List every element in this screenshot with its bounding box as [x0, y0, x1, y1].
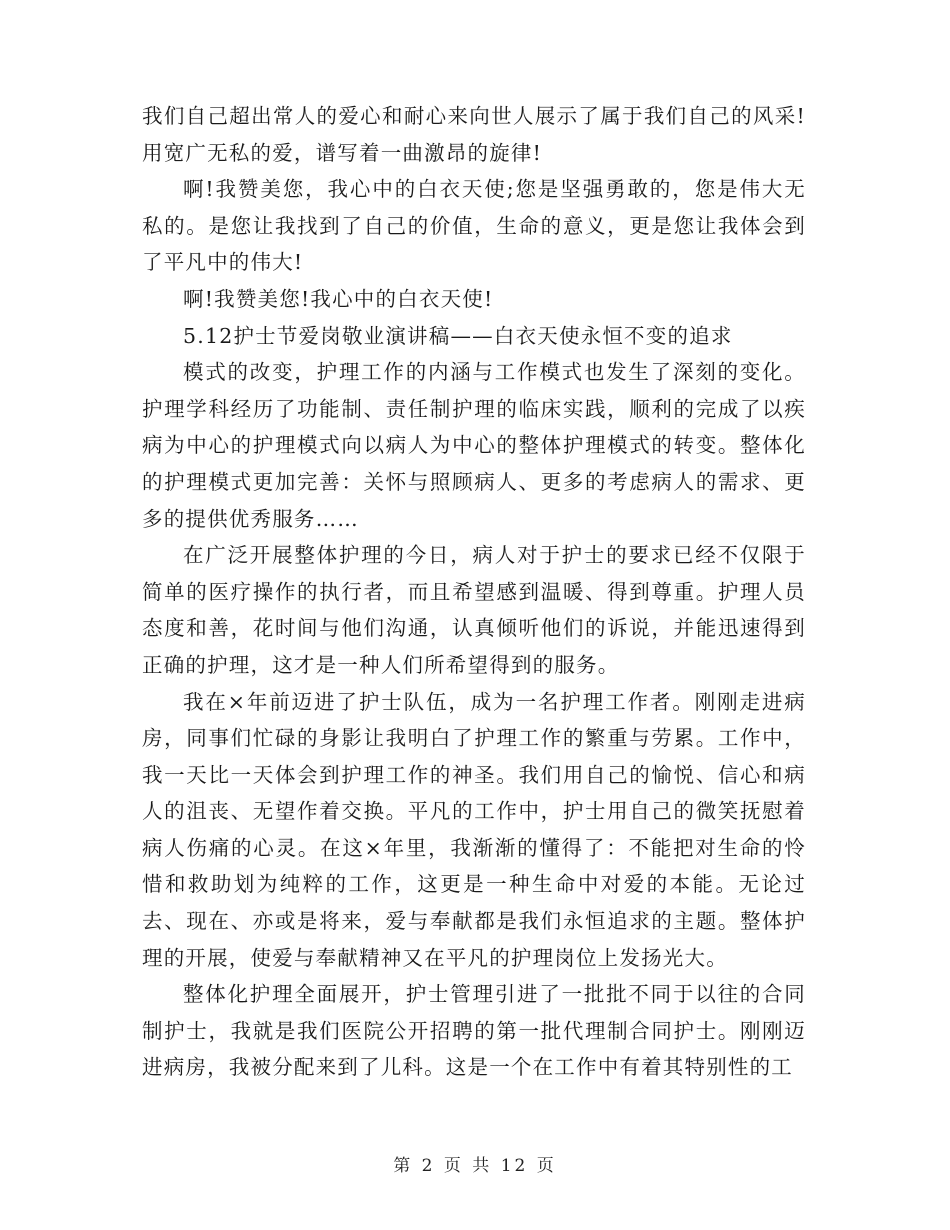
section-heading: 5.12护士节爱岗敬业演讲稿——白衣天使永恒不变的追求: [183, 323, 733, 348]
page-footer: 第 2 页 共 12 页: [393, 1156, 557, 1176]
paragraph-6: 我在×年前迈进了护士队伍，成为一名护理工作者。刚刚走进病房，同事们忙碌的身影让我明白了护理工作的繁重与劳累。工作中，我一天比一天体会到护理工作的神圣。我们用自己的愉悦、信心和病人的沮丧、无望作着交换。平凡的工作中，护士用自己的微笑抚慰着病人伤痛的心灵。在这×年里，我渐渐的懂得了：不能把对生命的怜惜和救助划为纯粹的工作，这更是一种生命中对爱的本能。无论过去、现在、亦或是将来，爱与奉献都是我们永恒追求的主题。整体护理的开展，使爱与奉献精神又在平凡的护理岗位上发扬光大。: [142, 689, 806, 970]
paragraph-7: 整体化护理全面展开，护士管理引进了一批批不同于以往的合同制护士，我就是我们医院公开招聘的第一批代理制合同护士。刚刚迈进病房，我被分配来到了儿科。这是一个在工作中有着其特别性的工: [142, 982, 806, 1080]
paragraph-5: 在广泛开展整体护理的今日，病人对于护士的要求已经不仅限于简单的医疗操作的执行者，而且希望感到温暖、得到尊重。护理人员态度和善，花时间与他们沟通，认真倾听他们的诉说，并能迅速得到正确的护理，这才是一种人们所希望得到的服务。: [142, 543, 806, 677]
paragraph-2: 啊!我赞美您，我心中的白衣天使;您是坚强勇敢的，您是伟大无私的。是您让我找到了自己的价值，生命的意义，更是您让我体会到了平凡中的伟大!: [142, 177, 806, 275]
paragraph-3: 啊!我赞美您!我心中的白衣天使!: [183, 286, 494, 311]
document-body: [142, 98, 806, 1086]
paragraph-1: 我们自己超出常人的爱心和耐心来向世人展示了属于我们自己的风采!用宽广无私的爱，谱写着一曲激昂的旋律!: [142, 104, 806, 165]
paragraph-4: 模式的改变，护理工作的内涵与工作模式也发生了深刻的变化。护理学科经历了功能制、责任制护理的临床实践，顺利的完成了以疾病为中心的护理模式向以病人为中心的整体护理模式的转变。整体化的护理模式更加完善：关怀与照顾病人、更多的考虑病人的需求、更多的提供优秀服务……: [142, 360, 806, 531]
